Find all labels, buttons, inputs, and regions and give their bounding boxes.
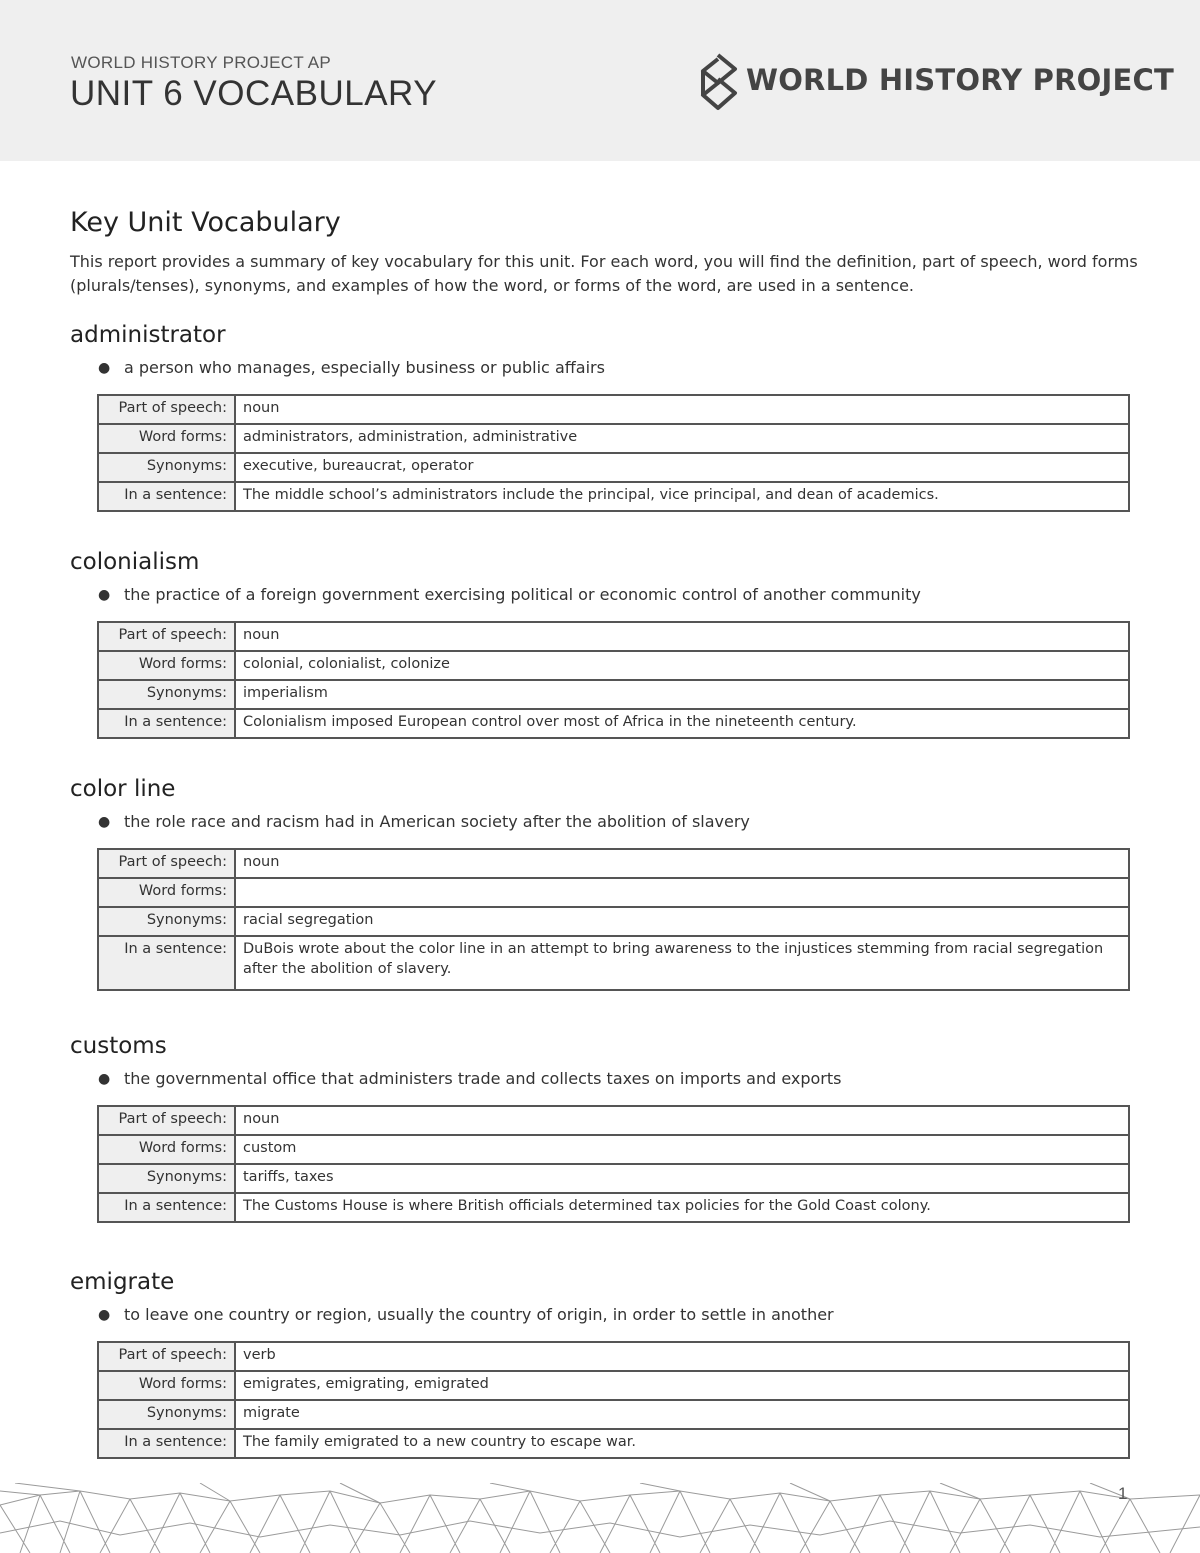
logo-text: WORLD HISTORY PROJECT: [746, 63, 1174, 97]
document-title: UNIT 6 VOCABULARY: [70, 74, 438, 113]
row-label-forms: Word forms:: [98, 651, 235, 680]
row-label-pos: Part of speech:: [98, 1106, 235, 1135]
vocab-table: [97, 621, 1130, 739]
bullet-icon: ●: [98, 814, 111, 830]
vocab-table: [97, 1105, 1130, 1223]
table-row: [98, 622, 1129, 651]
row-label-sentence: In a sentence:: [98, 1429, 235, 1458]
table-row: [98, 1106, 1129, 1135]
row-value-forms: administrators, administration, administrative: [235, 424, 1129, 453]
table-row: [98, 395, 1129, 424]
row-value-synonyms: migrate: [235, 1400, 1129, 1429]
row-label-pos: Part of speech:: [98, 622, 235, 651]
vocab-table: [97, 1341, 1130, 1459]
row-label-sentence: In a sentence:: [98, 936, 235, 990]
row-value-pos: noun: [235, 395, 1129, 424]
table-row: [98, 1164, 1129, 1193]
vocab-definition: [98, 1304, 1130, 1326]
row-label-sentence: In a sentence:: [98, 1193, 235, 1222]
header-kicker: WORLD HISTORY PROJECT AP: [71, 53, 332, 72]
row-label-forms: Word forms:: [98, 424, 235, 453]
row-label-synonyms: Synonyms:: [98, 907, 235, 936]
bullet-icon: ●: [98, 1307, 111, 1323]
table-row: [98, 936, 1129, 990]
row-value-forms: custom: [235, 1135, 1129, 1164]
row-value-sentence: The Customs House is where British officials determined tax policies for the Gold Coast colony.: [235, 1193, 1129, 1222]
row-value-pos: noun: [235, 622, 1129, 651]
row-label-forms: Word forms:: [98, 1371, 235, 1400]
row-value-synonyms: executive, bureaucrat, operator: [235, 453, 1129, 482]
row-value-pos: verb: [235, 1342, 1129, 1371]
vocab-entry-color-line: [70, 774, 1130, 977]
row-value-synonyms: racial segregation: [235, 907, 1129, 936]
vocab-term: colonialism: [70, 549, 200, 575]
table-row: [98, 878, 1129, 907]
row-label-forms: Word forms:: [98, 878, 235, 907]
table-row: [98, 849, 1129, 878]
row-label-pos: Part of speech:: [98, 849, 235, 878]
vocab-definition: [98, 357, 1130, 379]
bullet-icon: ●: [98, 587, 111, 603]
table-row: [98, 1371, 1129, 1400]
row-value-sentence: The family emigrated to a new country to escape war.: [235, 1429, 1129, 1458]
row-value-synonyms: imperialism: [235, 680, 1129, 709]
table-row: [98, 482, 1129, 511]
row-label-synonyms: Synonyms:: [98, 1164, 235, 1193]
vocab-entry-administrator: [70, 320, 1130, 503]
row-value-forms: emigrates, emigrating, emigrated: [235, 1371, 1129, 1400]
world-history-project-logo-icon: [698, 52, 740, 112]
section-title: Key Unit Vocabulary: [70, 207, 341, 238]
row-label-sentence: In a sentence:: [98, 709, 235, 738]
table-row: [98, 1342, 1129, 1371]
row-label-forms: Word forms:: [98, 1135, 235, 1164]
row-value-forms: colonial, colonialist, colonize: [235, 651, 1129, 680]
table-row: [98, 709, 1129, 738]
row-value-sentence: The middle school’s administrators include the principal, vice principal, and dean of academics.: [235, 482, 1129, 511]
table-row: [98, 907, 1129, 936]
table-row: [98, 680, 1129, 709]
row-value-sentence: DuBois wrote about the color line in an attempt to bring awareness to the injustices stemming from racial segregation after the abolition of slavery.: [235, 936, 1129, 990]
table-row: [98, 651, 1129, 680]
table-row: [98, 424, 1129, 453]
definition-text: the practice of a foreign government exercising political or economic control of another community: [124, 585, 921, 604]
row-label-synonyms: Synonyms:: [98, 680, 235, 709]
vocab-table: [97, 394, 1130, 512]
bullet-icon: ●: [98, 1071, 111, 1087]
vocab-table: [97, 848, 1130, 991]
vocab-definition: [98, 584, 1130, 606]
table-row: [98, 1193, 1129, 1222]
table-row: [98, 453, 1129, 482]
definition-text: to leave one country or region, usually the country of origin, in order to settle in another: [124, 1305, 834, 1324]
page-header: [0, 0, 1200, 161]
page-number: 1: [1118, 1484, 1128, 1503]
vocab-term: administrator: [70, 322, 226, 348]
vocab-definition: [98, 1068, 1130, 1090]
row-label-synonyms: Synonyms:: [98, 453, 235, 482]
bullet-icon: ●: [98, 360, 111, 376]
low-poly-pattern-graphic: [0, 1483, 1200, 1553]
table-row: [98, 1429, 1129, 1458]
vocab-entry-colonialism: [70, 547, 1130, 730]
row-value-pos: noun: [235, 849, 1129, 878]
row-label-pos: Part of speech:: [98, 1342, 235, 1371]
row-value-sentence: Colonialism imposed European control over most of Africa in the nineteenth century.: [235, 709, 1129, 738]
table-row: [98, 1135, 1129, 1164]
definition-text: the governmental office that administers trade and collects taxes on imports and exports: [124, 1069, 842, 1088]
row-value-synonyms: tariffs, taxes: [235, 1164, 1129, 1193]
vocab-entry-emigrate: [70, 1267, 1130, 1450]
definition-text: a person who manages, especially business or public affairs: [124, 358, 605, 377]
vocab-entry-customs: [70, 1031, 1130, 1214]
definition-text: the role race and racism had in American society after the abolition of slavery: [124, 812, 750, 831]
row-value-pos: noun: [235, 1106, 1129, 1135]
vocab-term: emigrate: [70, 1269, 175, 1295]
vocab-definition: [98, 811, 1130, 833]
row-label-synonyms: Synonyms:: [98, 1400, 235, 1429]
section-intro: This report provides a summary of key vocabulary for this unit. For each word, you will find the definition, part of speech, word forms (plurals/tenses), synonyms, and examples of how the word, or forms of the word, are used in a sentence.: [70, 252, 1138, 295]
table-row: [98, 1400, 1129, 1429]
row-label-pos: Part of speech:: [98, 395, 235, 424]
vocab-term: color line: [70, 776, 176, 802]
row-label-sentence: In a sentence:: [98, 482, 235, 511]
row-value-forms: [235, 878, 1129, 907]
vocab-term: customs: [70, 1033, 167, 1059]
